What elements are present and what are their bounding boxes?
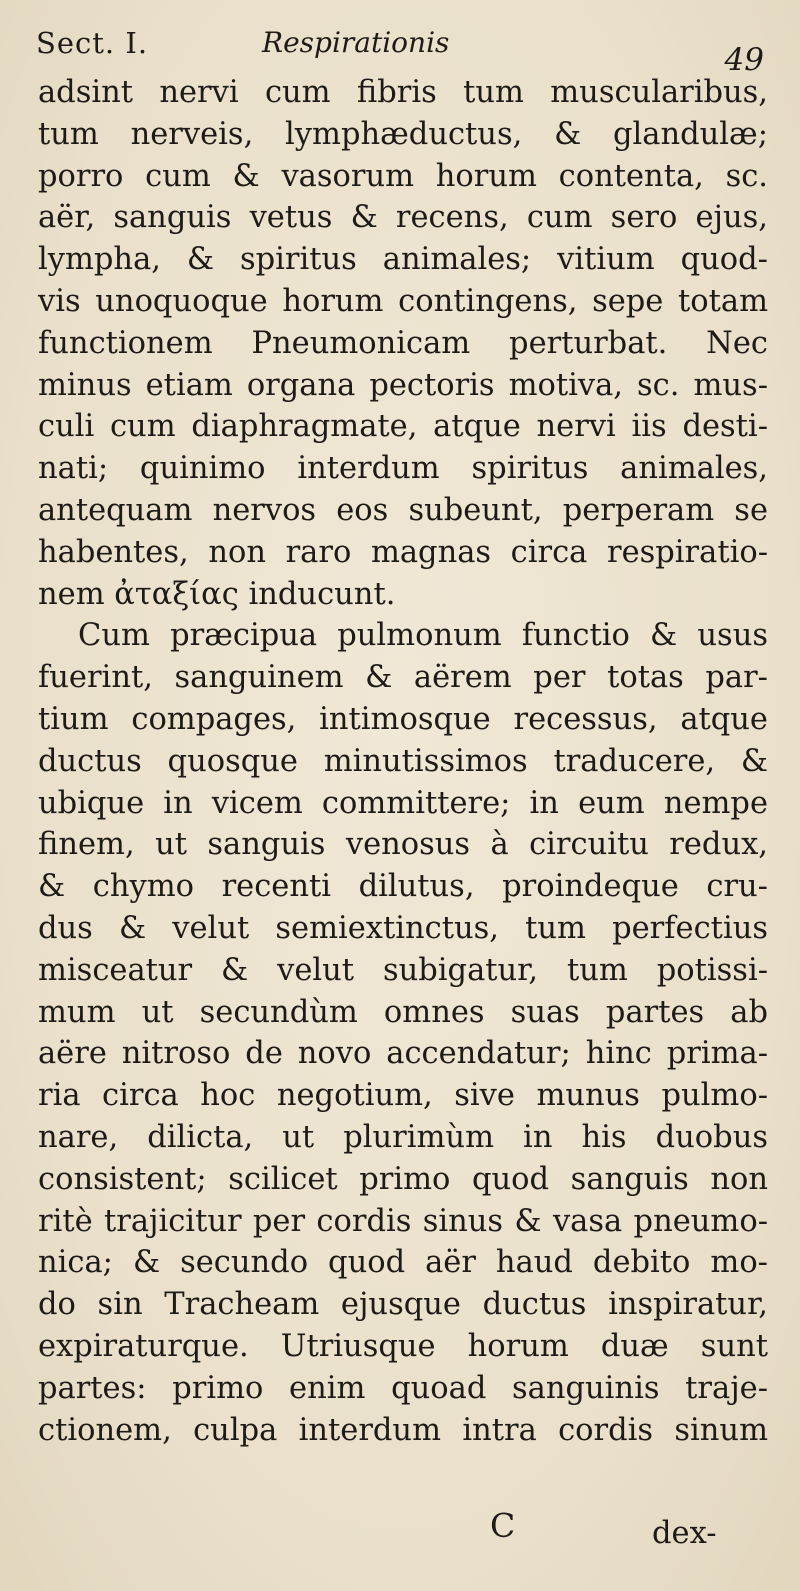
text-line: antequam nervos eos subeunt, perperam se <box>38 492 768 528</box>
catchword: dex- <box>652 1516 717 1551</box>
text-line: fuerint, sanguinem & aërem per totas par- <box>38 660 768 696</box>
text-line: expiraturque. Utriusque horum duæ sunt <box>38 1328 768 1364</box>
text-line: vis unoquoque horum contingens, sepe totam <box>38 283 768 319</box>
running-title: Respirationis <box>262 26 450 59</box>
text-line: functionem Pneumonicam perturbat. Nec <box>38 325 768 361</box>
paragraph-end-line: nem ἀταξίας inducunt. <box>38 576 396 612</box>
text-line: lympha, & spiritus animales; vitium quod- <box>38 242 768 278</box>
text-line: mum ut secundùm omnes suas partes ab <box>38 994 768 1030</box>
signature-mark: C <box>490 1506 516 1545</box>
text-line: dus & velut semiextinctus, tum perfectius <box>38 910 768 946</box>
text-line: tum nerveis, lymphæductus, & glandulæ; <box>38 116 768 152</box>
text-line: minus etiam organa pectoris motiva, sc. mus- <box>38 367 768 403</box>
text-line: aëre nitroso de novo accendatur; hinc prima- <box>38 1036 768 1072</box>
text-line: nare, dilicta, ut plurimùm in his duobus <box>38 1119 768 1155</box>
text-line: do sin Tracheam ejusque ductus inspiratur, <box>38 1287 768 1323</box>
text-line: nati; quinimo interdum spiritus animales, <box>38 451 768 487</box>
text-line: porro cum & vasorum horum contenta, sc. <box>38 158 768 194</box>
page-footer <box>0 1500 800 1560</box>
text-line: ubique in vicem committere; in eum nempe <box>38 785 768 821</box>
paragraph-start-line: Cum præcipua pulmonum functio & usus <box>78 618 768 654</box>
section-heading: Sect. I. <box>36 26 149 60</box>
text-line: ductus quosque minutissimos traducere, & <box>38 743 768 779</box>
text-line: adsint nervi cum fibris tum muscularibus, <box>38 75 768 110</box>
text-line: tium compages, intimosque recessus, atque <box>38 701 768 737</box>
text-line: misceatur & velut subigatur, tum potissi- <box>38 952 768 988</box>
text-body <box>38 72 768 1451</box>
text-line: aër, sanguis vetus & recens, cum sero ejus, <box>38 200 768 236</box>
text-line: ctionem, culpa interdum intra cordis sinum <box>38 1412 768 1448</box>
text-line: finem, ut sanguis venosus à circuitu redux, <box>38 827 768 863</box>
text-line: partes: primo enim quoad sanguinis traje- <box>38 1370 768 1406</box>
text-line: ria circa hoc negotium, sive munus pulmo- <box>38 1078 768 1114</box>
text-line: culi cum diaphragmate, atque nervi iis desti- <box>38 409 768 445</box>
text-line: consistent; scilicet primo quod sanguis non <box>38 1161 768 1197</box>
page-number: 49 <box>724 42 764 78</box>
text-line: nica; & secundo quod aër haud debito mo- <box>38 1245 768 1281</box>
text-line: ritè trajicitur per cordis sinus & vasa pneumo- <box>38 1203 768 1239</box>
text-line: habentes, non raro magnas circa respiratio- <box>38 534 768 570</box>
page-header <box>36 22 764 78</box>
text-line: & chymo recenti dilutus, proindeque cru- <box>38 869 768 905</box>
